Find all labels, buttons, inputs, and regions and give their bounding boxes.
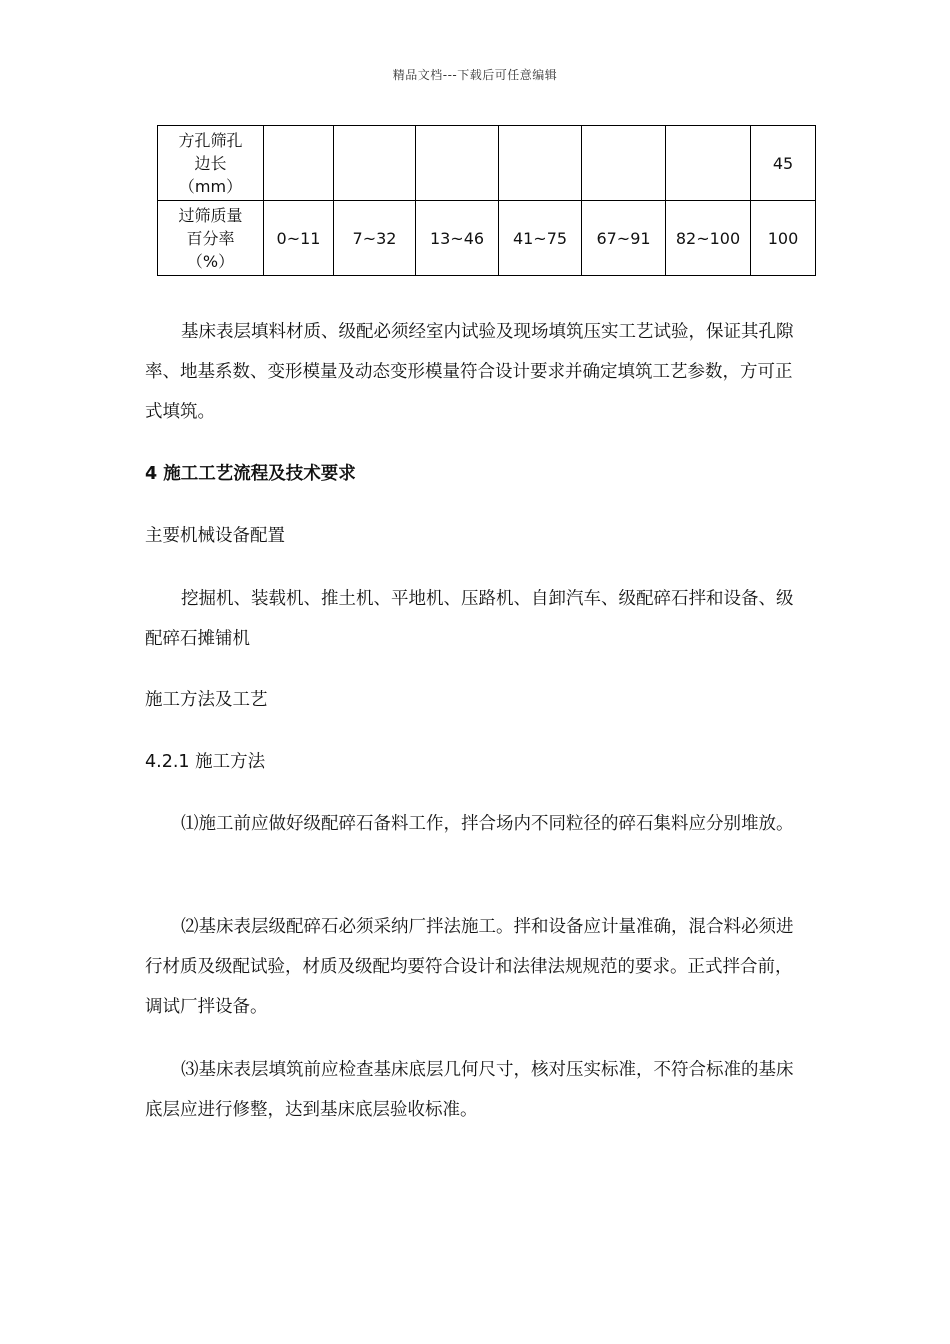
table-cell <box>499 126 582 201</box>
subheading: 主要机械设备配置 <box>145 526 285 546</box>
table-cell <box>264 126 334 201</box>
section-heading: 4 施工工艺流程及技术要求 <box>145 464 356 484</box>
table-cell: 7~32 <box>334 201 416 276</box>
table-cell: 13~46 <box>416 201 499 276</box>
subheading: 4.2.1 施工方法 <box>145 752 266 772</box>
paragraph: ⑴施工前应做好级配碎石备料工作，拌合场内不同粒径的碎石集料应分别堆放。 <box>181 814 794 834</box>
table-cell <box>666 126 751 201</box>
table-cell <box>416 126 499 201</box>
table-cell: 67~91 <box>582 201 666 276</box>
paragraph: 基床表层填料材质、级配必须经室内试验及现场填筑压实工艺试验，保证其孔隙率、地基系数、变形模量及动态变形模量符合设计要求并确定填筑工艺参数，方可正式填筑。 <box>145 322 794 422</box>
table-row <box>158 126 816 201</box>
row-label-sieve-size: 方孔筛孔 边长 （mm） <box>158 126 264 201</box>
paragraph: ⑵基床表层级配碎石必须采纳厂拌法施工。拌和设备应计量准确，混合料必须进行材质及级配试验，材质及级配均要符合设计和法律法规规范的要求。正式拌合前，调试厂拌设备。 <box>145 917 794 1017</box>
table-cell <box>334 126 416 201</box>
row-label-pass-percent: 过筛质量 百分率 （%） <box>158 201 264 276</box>
table-cell: 41~75 <box>499 201 582 276</box>
table-cell: 82~100 <box>666 201 751 276</box>
table-cell: 0~11 <box>264 201 334 276</box>
table-row <box>158 201 816 276</box>
table-cell: 100 <box>751 201 816 276</box>
sieve-table <box>157 125 816 276</box>
table-cell: 45 <box>751 126 816 201</box>
page-header: 精品文档---下载后可任意编辑 <box>392 68 558 82</box>
subheading: 施工方法及工艺 <box>145 690 268 710</box>
paragraph: ⑶基床表层填筑前应检查基床底层几何尺寸，核对压实标准，不符合标准的基床底层应进行修整，达到基床底层验收标准。 <box>145 1060 794 1120</box>
paragraph: 挖掘机、装载机、推土机、平地机、压路机、自卸汽车、级配碎石拌和设备、级配碎石摊铺机 <box>145 589 794 649</box>
table-cell <box>582 126 666 201</box>
